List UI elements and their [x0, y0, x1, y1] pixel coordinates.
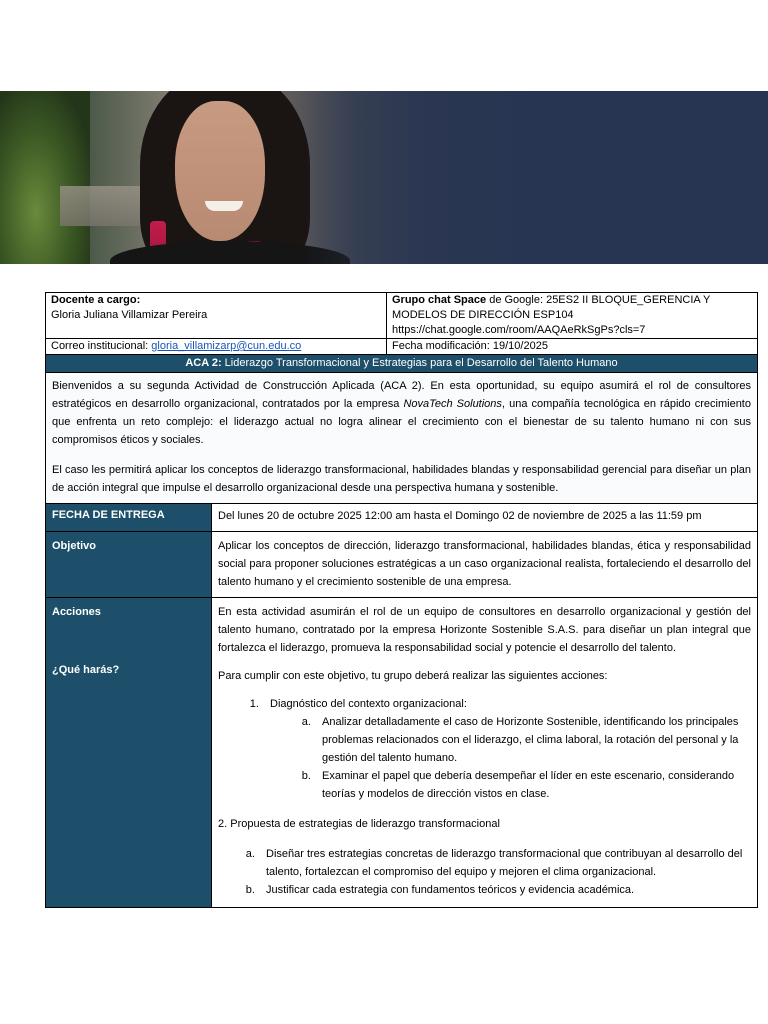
- intro-paragraph-1: [52, 377, 751, 449]
- intro-p1-b: , una compañía tecnológica en rápido crecimiento que enfrenta un reto complejo: el liderazgo actual no logra alinear el crecimiento con el bienestar de su talento humano ni con sus compromisos éticos y sociales.: [52, 398, 751, 446]
- grupo-text: de Google: 25ES2 II BLOQUE_GERENCIA Y: [486, 294, 711, 306]
- intro-paragraph-2: El caso les permitirá aplicar los conceptos de liderazgo transformacional, habilidades blandas y responsabilidad gerencial para diseñar un plan de acción integral que impulse el desarrollo organizacional desde una perspectiva humana y sostenible.: [52, 464, 751, 494]
- acciones-lead: Para cumplir con este objetivo, tu grupo deberá realizar las siguientes acciones:: [218, 670, 608, 682]
- intro-p1-a: Bienvenidos a su segunda Actividad de Construcción Aplicada (ACA 2). En esta oportunidad, su equipo asumirá el rol de consultores estratégicos en desarrollo organizacional, contratados por la empresa: [52, 380, 751, 410]
- header-banner-photo: [0, 91, 768, 264]
- step-1-a: a. Analizar detalladamente el caso de Horizonte Sostenible, identificando los principales problemas relacionados con el liderazgo, el clima laboral, la rotación del personal y la gestión del talento humano.: [314, 713, 751, 767]
- fecha-row: [46, 503, 757, 531]
- docente-label: Docente a cargo:: [51, 294, 141, 306]
- intro-section: [46, 372, 757, 503]
- grupo-link[interactable]: https://chat.google.com/room/AAQAeRkSgPs?cls=7: [392, 324, 646, 336]
- bench-background: [60, 186, 150, 226]
- objetivo-label: Objetivo: [46, 532, 212, 597]
- correo-label: Correo institucional:: [51, 340, 152, 352]
- grupo-label: Grupo chat Space: [392, 294, 487, 306]
- correo-cell: [46, 339, 387, 354]
- acciones-list: [262, 695, 751, 803]
- acciones-label: Acciones: [52, 606, 101, 618]
- hedge-background: [0, 91, 90, 264]
- acciones-label-col: [46, 598, 212, 907]
- grupo-cell: [387, 293, 757, 338]
- fecha-mod-cell: Fecha modificación: 19/10/2025: [392, 340, 548, 352]
- fecha-value: Del lunes 20 de octubre 2025 12:00 am hasta el Domingo 02 de noviembre de 2025 a las 11:59 pm: [218, 510, 702, 522]
- intro-company: NovaTech Solutions: [403, 398, 502, 410]
- info-row: [46, 293, 757, 338]
- step-1-b: b. Examinar el papel que debería desempeñar el líder en este escenario, considerando teorías y modelos de dirección vistos en clase.: [314, 767, 751, 803]
- step-2-b: b. Justificar cada estrategia con fundamentos teóricos y evidencia académica.: [258, 881, 751, 899]
- step-1-title: Diagnóstico del contexto organizacional:: [270, 698, 467, 710]
- fecha-label: FECHA DE ENTREGA: [46, 504, 212, 531]
- person-smile: [205, 201, 243, 211]
- acciones-intro: En esta actividad asumirán el rol de un equipo de consultores en desarrollo organizacional y gestión del talento humano, contratado por la empresa Horizonte Sostenible S.A.S. para diseñar un plan integral que fortalezca el liderazgo, promueva la responsabilidad social y potencie el desarrollo del talento.: [218, 606, 751, 654]
- grupo-line2: MODELOS DE DIRECCIÓN ESP104: [392, 309, 574, 321]
- acciones-row: [46, 597, 757, 907]
- contact-row: [46, 338, 757, 354]
- objetivo-row: [46, 531, 757, 597]
- acciones-content: [212, 598, 757, 907]
- step-1-sublist: [314, 713, 751, 803]
- step-1: [262, 695, 751, 803]
- correo-email-link[interactable]: gloria_villamizarp@cun.edu.co: [151, 340, 302, 352]
- aca-prefix: ACA 2:: [185, 357, 222, 369]
- step-2-sublist: [258, 845, 751, 899]
- docente-name: Gloria Juliana Villamizar Pereira: [51, 309, 208, 321]
- step-2-title: 2. Propuesta de estrategias de liderazgo transformacional: [218, 818, 500, 830]
- que-haras-label: ¿Qué harás?: [52, 664, 120, 676]
- aca-title: Liderazgo Transformacional y Estrategias para el Desarrollo del Talento Humano: [221, 357, 618, 369]
- docente-cell: [46, 293, 387, 338]
- aca-title-bar: [46, 354, 757, 372]
- step-2-a: a. Diseñar tres estrategias concretas de liderazgo transformacional que contribuyan al desarrollo del talento, fortalezcan el compromiso del equipo y mejoren el clima organizacional.: [258, 845, 751, 881]
- activity-table: [45, 292, 758, 908]
- person-face: [175, 101, 265, 241]
- objetivo-value: Aplicar los conceptos de dirección, liderazgo transformacional, habilidades blandas, ética y responsabilidad social para proponer soluciones estratégicas a un caso organizacional realista, fortaleciendo el desarrollo del talento humano y el crecimiento sostenible de una empresa.: [218, 540, 751, 588]
- banner-overlay: [300, 91, 768, 264]
